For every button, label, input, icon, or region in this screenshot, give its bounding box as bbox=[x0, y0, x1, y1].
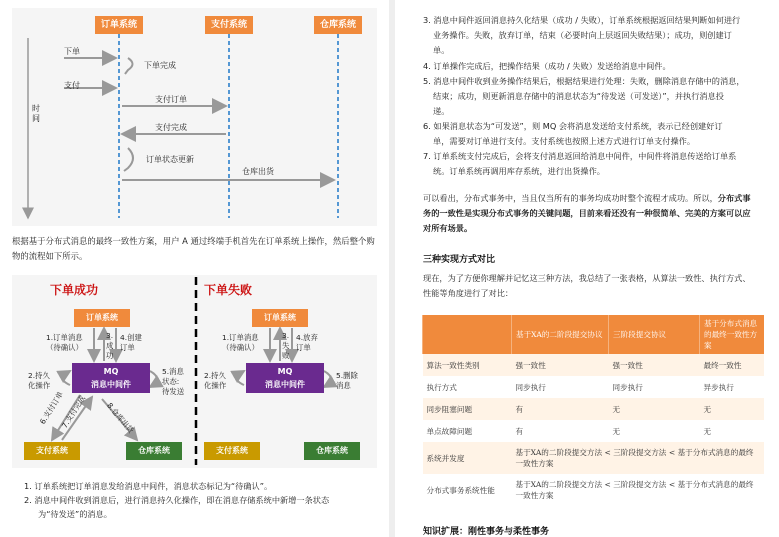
table-cell: 同步执行 bbox=[609, 376, 700, 398]
column-divider bbox=[389, 0, 395, 537]
table-cell: 无 bbox=[700, 398, 765, 420]
compare-intro-1: 现在，为了方便你理解并记忆这三种方法，我总结了一张表格，从算法一致性、执行方式、 bbox=[423, 273, 751, 283]
success-mq-subtitle: 消息中间件 bbox=[91, 380, 131, 389]
success-step4a: 4.创建 bbox=[120, 333, 142, 342]
table-header-empty bbox=[423, 315, 512, 354]
table-row bbox=[423, 354, 765, 376]
compare-title: 三种实现方式对比 bbox=[423, 255, 496, 265]
table-cell: 无 bbox=[609, 420, 700, 442]
right-list-item-6a: 6. 如果消息状态为“可发送”，则 MQ 会将消息发送给支付系统，表示已经创建好订 bbox=[423, 121, 723, 131]
success-step5c: 待发送 bbox=[162, 387, 185, 396]
intro-paragraph: 根据基于分布式消息的最终一致性方案，用户 A 通过终端手机首先在订单系统上操作，然后整个购物的流程如下所示。 bbox=[12, 236, 375, 261]
success-step3a: 3. bbox=[106, 331, 114, 340]
table-cell: 分布式事务系统性能 bbox=[423, 474, 512, 506]
msg-pay: 支付 bbox=[64, 81, 80, 90]
right-list-item-5c: 递。 bbox=[433, 106, 450, 116]
table-cell: 同步阻塞问题 bbox=[423, 398, 512, 420]
msg-pay-order: 支付订单 bbox=[155, 95, 187, 104]
comparison-table bbox=[422, 315, 764, 506]
right-list-item-5a: 5. 消息中间件收到业务操作结果后，根据结果进行处理：失败，删除消息存储中的消息， bbox=[423, 76, 745, 86]
msg-order: 下单 bbox=[64, 47, 80, 56]
left-list-item-2b: 为“待发送”的消息。 bbox=[38, 509, 112, 519]
fail-mq-box bbox=[246, 363, 324, 393]
actor-order-system: 订单系统 bbox=[95, 16, 143, 34]
right-list-item-6b: 单，需要对订单进行支付。支付系统也按照上述方式进行订单支付操作。 bbox=[433, 136, 696, 146]
table-cell-span: 基于XA的二阶段提交方法 < 三阶段提交方法 < 基于分布式消息的最终一致性方案 bbox=[512, 474, 765, 506]
right-list-item-3b: 业务操作。失败，放弃订单，结束（必要时向上层返回失败结果）；成功，则创建订 bbox=[433, 30, 732, 40]
fail-step1: 1.订单消息 bbox=[222, 333, 259, 342]
fail-step2b: 化操作 bbox=[204, 381, 227, 390]
success-mq-box bbox=[72, 363, 150, 393]
msg-pay-done: 支付完成 bbox=[155, 123, 187, 132]
success-step5a: 5.消息 bbox=[162, 367, 184, 376]
table-cell: 单点故障问题 bbox=[423, 420, 512, 442]
msg-order-done: 下单完成 bbox=[144, 61, 176, 70]
summary-line-3: 对所有场景。 bbox=[423, 223, 473, 233]
table-header-row bbox=[423, 315, 765, 354]
time-axis-label: 时间 bbox=[32, 104, 40, 123]
table-cell: 算法一致性类别 bbox=[423, 354, 512, 376]
success-step1: 1.订单消息 bbox=[46, 333, 83, 342]
sequence-lines bbox=[12, 8, 377, 226]
actor-warehouse-system: 仓库系统 bbox=[314, 16, 362, 34]
success-warehouse-system: 仓库系统 bbox=[126, 442, 182, 460]
success-step4b: 订单 bbox=[120, 343, 135, 352]
actor-payment-system: 支付系统 bbox=[205, 16, 253, 34]
knowledge-title: 知识扩展：刚性事务与柔性事务 bbox=[423, 527, 550, 537]
right-list-item-4: 4. 订单操作完成后，把操作结果（成功 / 失败）发送给消息中间件。 bbox=[423, 61, 671, 71]
table-cell: 有 bbox=[512, 398, 609, 420]
msg-update-status: 订单状态更新 bbox=[146, 155, 194, 164]
success-title: 下单成功 bbox=[50, 283, 99, 297]
success-step2b: 化操作 bbox=[28, 381, 51, 390]
success-step2: 2.持久 bbox=[28, 371, 50, 380]
table-cell: 系统并发度 bbox=[423, 442, 512, 474]
fail-step3c: 败 bbox=[282, 351, 290, 360]
right-list-item-7a: 7. 订单系统支付完成后，会将支付消息返回给消息中间件，中间件将消息传送给订单系 bbox=[423, 151, 737, 161]
fail-title: 下单失败 bbox=[204, 283, 253, 297]
summary-line-2: 务的一致性是实现分布式事务的关键问题，目前来看还没有一种很简单、完美的方案可以应 bbox=[423, 208, 751, 218]
compare-intro-2: 性能等角度进行了对比： bbox=[423, 288, 514, 298]
success-step1b: （待确认） bbox=[46, 343, 83, 352]
right-list-item-3c: 单。 bbox=[433, 45, 450, 55]
table-cell: 无 bbox=[609, 398, 700, 420]
table-cell: 强一致性 bbox=[609, 354, 700, 376]
fail-step5b: 消息 bbox=[336, 381, 351, 390]
flow-diagram bbox=[12, 275, 377, 468]
fail-step4a: 4.放弃 bbox=[296, 333, 318, 342]
success-step3c: 功 bbox=[106, 351, 114, 360]
msg-ship: 仓库出货 bbox=[242, 167, 274, 176]
right-list-item-3a: 3. 消息中间件返回消息持久化结果（成功 / 失败），订单系统根据返回结果判断如何进行 bbox=[423, 15, 741, 25]
fail-step1b: （待确认） bbox=[222, 343, 259, 352]
table-cell-span: 基于XA的二阶段提交方法 < 三阶段提交方法 < 基于分布式消息的最终一致性方案 bbox=[512, 442, 765, 474]
success-order-system: 订单系统 bbox=[74, 309, 130, 327]
table-header-3pc: 三阶段提交协议 bbox=[609, 315, 700, 354]
table-cell: 强一致性 bbox=[512, 354, 609, 376]
left-list-item-2: 2. 消息中间件收到消息后，进行消息持久化操作，即在消息存储系统中新增一条状态 bbox=[24, 495, 330, 505]
fail-mq-title: MQ bbox=[277, 367, 293, 376]
summary-line-1a: 可以看出，分布式事务中，当且仅当所有的事务均成功时整个流程才成功。所以， bbox=[423, 193, 718, 203]
success-step7: 7.支付完成 bbox=[60, 393, 88, 430]
success-pay-system: 支付系统 bbox=[24, 442, 80, 460]
right-list-item-5b: 结束；成功，则更新消息存储中的消息状态为“待发送（可发送）”，并执行消息投 bbox=[433, 91, 724, 101]
table-row bbox=[423, 474, 765, 506]
summary-line-1 bbox=[423, 192, 773, 206]
fail-mq-subtitle: 消息中间件 bbox=[265, 380, 305, 389]
right-list-item-7b: 统。订单系统再调用库存系统，进行出货操作。 bbox=[433, 166, 605, 176]
table-cell: 无 bbox=[700, 420, 765, 442]
table-row bbox=[423, 398, 765, 420]
table-cell: 异步执行 bbox=[700, 376, 765, 398]
table-header-xa: 基于XA的二阶段提交协议 bbox=[512, 315, 609, 354]
table-row bbox=[423, 376, 765, 398]
summary-line-1b: 分布式事 bbox=[717, 193, 751, 203]
table-row bbox=[423, 420, 765, 442]
fail-step5a: 5.删除 bbox=[336, 371, 358, 380]
success-mq-title: MQ bbox=[103, 367, 119, 376]
table-header-mq: 基于分布式消息的最终一致性方案 bbox=[700, 315, 765, 354]
sequence-diagram bbox=[12, 8, 377, 226]
left-list-item-1: 1. 订单系统把订单消息发给消息中间件，消息状态标记为“待确认”。 bbox=[24, 481, 273, 491]
fail-pay-system: 支付系统 bbox=[204, 442, 260, 460]
success-step6: 6.支付订单 bbox=[38, 389, 66, 426]
fail-warehouse-system: 仓库系统 bbox=[304, 442, 360, 460]
table-cell: 有 bbox=[512, 420, 609, 442]
success-step8: 8.仓库出货 bbox=[105, 401, 136, 435]
fail-step2: 2.持久 bbox=[204, 371, 226, 380]
table-row bbox=[423, 442, 765, 474]
table-cell: 最终一致性 bbox=[700, 354, 765, 376]
success-step3b: 成 bbox=[106, 341, 114, 350]
fail-step3a: 3. bbox=[282, 331, 290, 340]
table-cell: 同步执行 bbox=[512, 376, 609, 398]
fail-step3b: 失 bbox=[282, 341, 290, 350]
fail-order-system: 订单系统 bbox=[252, 309, 308, 327]
success-step5b: 状态: bbox=[162, 377, 180, 386]
table-cell: 执行方式 bbox=[423, 376, 512, 398]
fail-step4b: 订单 bbox=[296, 343, 311, 352]
